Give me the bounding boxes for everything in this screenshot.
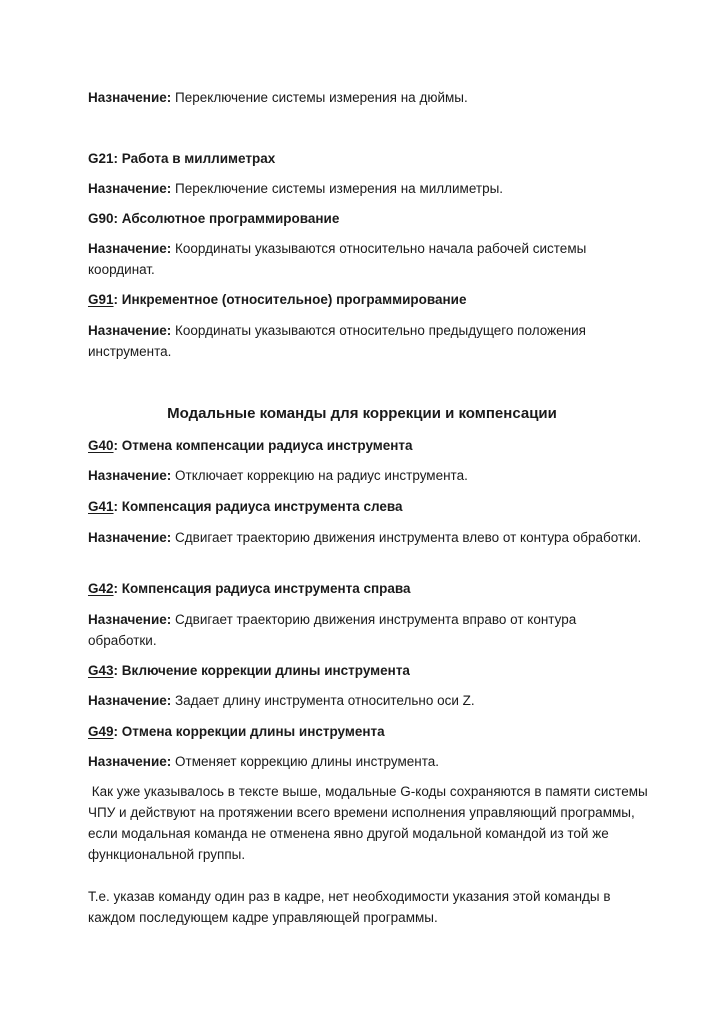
g41-heading xyxy=(88,496,648,517)
g49-purpose xyxy=(88,751,648,772)
g-code-title: : Включение коррекции длины инструмента xyxy=(113,663,410,678)
g40-purpose xyxy=(88,465,648,486)
g41-purpose xyxy=(88,527,648,548)
g-code-title: : Компенсация радиуса инструмента слева xyxy=(113,499,403,514)
g-code-title: : Абсолютное программирование xyxy=(113,211,340,226)
purpose-label: Назначение: xyxy=(88,612,172,627)
g21-purpose xyxy=(88,178,648,199)
paragraph-modal-codes: Как уже указывалось в тексте выше, модальные G-коды сохраняются в памяти системы ЧПУ и действуют на протяжении всего времени исполнения управляющий программы, если модальная команда не отменена явно другой модальной командой из той же функциональной группы. xyxy=(88,784,652,862)
paragraph-conclusion: Т.е. указав команду один раз в кадре, нет необходимости указания этой команды в каждом последующем кадре управляющей программы. xyxy=(88,889,611,925)
section-heading: Модальные команды для коррекции и компенсации xyxy=(167,405,557,422)
purpose-text: Координаты указываются относительно предыдущего положения инструмента. xyxy=(88,323,586,359)
g21-heading xyxy=(88,148,648,169)
g-code-link[interactable]: G41 xyxy=(88,499,114,514)
g-code-link[interactable]: G49 xyxy=(88,724,114,739)
purpose-label: Назначение: xyxy=(88,754,172,769)
purpose-text: Задает длину инструмента относительно оси Z. xyxy=(175,693,475,708)
purpose-label: Назначение: xyxy=(88,181,172,196)
g-code-link[interactable]: G91 xyxy=(88,292,114,307)
g43-purpose xyxy=(88,690,648,711)
g90-heading xyxy=(88,208,648,229)
purpose-text: Сдвигает траекторию движения инструмента вправо от контура обработки. xyxy=(88,612,577,648)
purpose-text: Отключает коррекцию на радиус инструмента. xyxy=(175,468,468,483)
g91-purpose xyxy=(88,320,648,362)
g40-heading xyxy=(88,435,648,456)
purpose-label: Назначение: xyxy=(88,530,172,545)
g-code-title: : Работа в миллиметрах xyxy=(113,151,276,166)
purpose-text: Переключение системы измерения на дюймы. xyxy=(175,90,468,105)
purpose-label: Назначение: xyxy=(88,323,172,338)
g-code-title: : Инкрементное (относительное) программирование xyxy=(113,292,467,307)
g43-heading xyxy=(88,660,648,681)
g-code: G90 xyxy=(88,211,114,226)
purpose-text: Координаты указываются относительно начала рабочей системы координат. xyxy=(88,241,587,277)
g-code-title: : Отмена коррекции длины инструмента xyxy=(113,724,385,739)
g-code-title: : Отмена компенсации радиуса инструмента xyxy=(113,438,413,453)
g-code-link[interactable]: G40 xyxy=(88,438,114,453)
intro-purpose-line xyxy=(88,87,648,108)
purpose-text: Сдвигает траекторию движения инструмента влево от контура обработки. xyxy=(175,530,642,545)
g-code-link[interactable]: G43 xyxy=(88,663,114,678)
g91-heading xyxy=(88,289,648,310)
g42-heading xyxy=(88,578,648,599)
g-code-title: : Компенсация радиуса инструмента справа xyxy=(113,581,411,596)
purpose-text: Переключение системы измерения на миллиметры. xyxy=(175,181,504,196)
g-code-link[interactable]: G42 xyxy=(88,581,114,596)
purpose-label: Назначение: xyxy=(88,241,172,256)
purpose-text: Отменяет коррекцию длины инструмента. xyxy=(175,754,440,769)
purpose-label: Назначение: xyxy=(88,468,172,483)
g90-purpose xyxy=(88,238,648,280)
g49-heading xyxy=(88,721,648,742)
g-code: G21 xyxy=(88,151,114,166)
g42-purpose xyxy=(88,609,648,651)
purpose-label: Назначение: xyxy=(88,693,172,708)
purpose-label: Назначение: xyxy=(88,90,172,105)
